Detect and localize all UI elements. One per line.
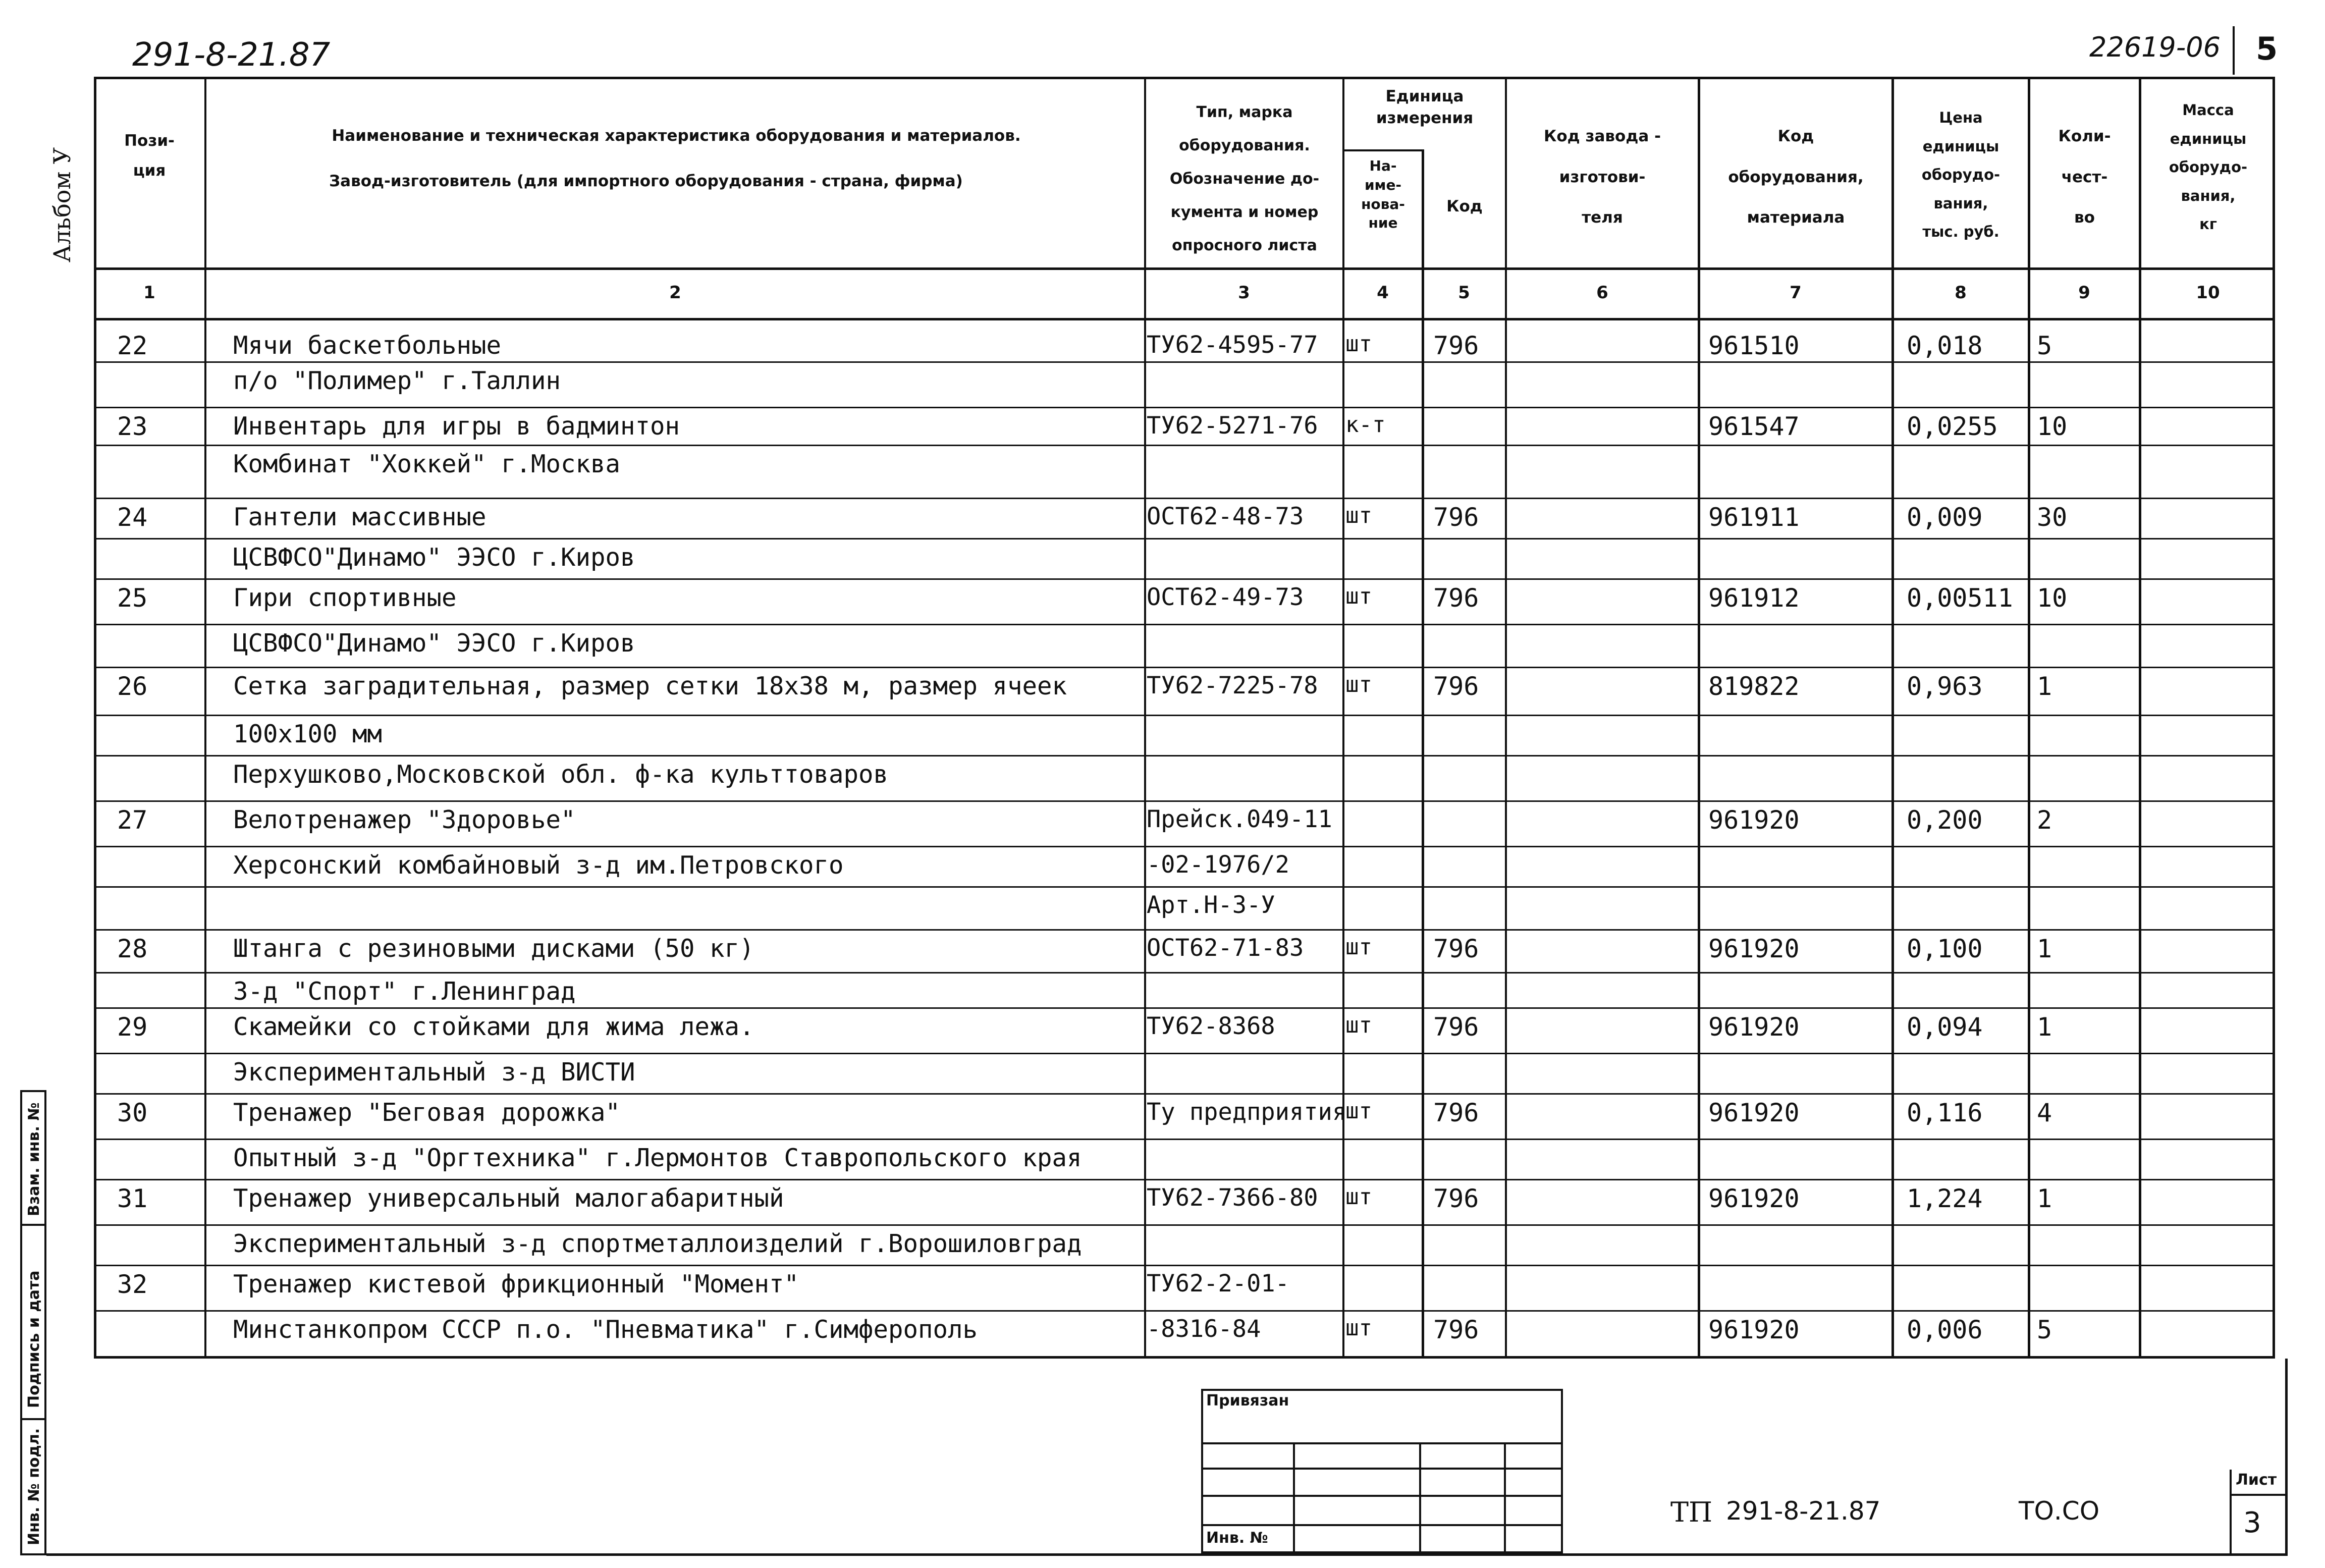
- row-divider: [94, 1053, 2275, 1054]
- cell-price: 0,0255: [1907, 412, 1998, 441]
- row-divider: [94, 538, 2275, 539]
- cell-qty: 10: [2037, 583, 2068, 613]
- cell-name: ЦСВФСО"Динамо" ЭЭСО г.Киров: [233, 543, 635, 572]
- cell-type: ОСТ62-71-83: [1147, 934, 1304, 962]
- cell-position: 32: [117, 1270, 148, 1299]
- cell-qty: 1: [2037, 672, 2052, 701]
- row-divider: [94, 578, 2275, 580]
- cell-name: Гантели массивные: [233, 503, 486, 531]
- cell-position: 24: [117, 503, 148, 532]
- cell-price: 0,200: [1907, 805, 1983, 835]
- cell-type: ТУ62-5271-76: [1147, 412, 1318, 440]
- row-divider: [94, 498, 2275, 499]
- cell-name: З-д "Спорт" г.Ленинград: [233, 977, 576, 1006]
- cell-unit-name: шт: [1345, 503, 1372, 528]
- cell-name: Тренажер "Беговая дорожка": [233, 1098, 621, 1127]
- side-label-inv-orig: Инв. № подл.: [25, 1428, 43, 1545]
- cell-price: 0,00511: [1907, 583, 2013, 613]
- cell-position: 26: [117, 672, 148, 701]
- side-label-sign-date: Подпись и дата: [25, 1270, 43, 1408]
- cell-unit-name: шт: [1345, 1184, 1372, 1210]
- header-qty: Коли- чест- во: [2058, 127, 2111, 227]
- row-divider: [94, 1310, 2275, 1312]
- cell-price: 0,009: [1907, 503, 1983, 532]
- cell-name: Минстанкопром СССР п.о. "Пневматика" г.Симферополь: [233, 1315, 978, 1344]
- row-divider: [94, 929, 2275, 931]
- cell-unit-name: шт: [1345, 331, 1372, 357]
- row-divider: [94, 755, 2275, 756]
- doc-code-left: 291-8-21.87: [132, 36, 331, 74]
- header-equip-code: Код оборудования, материала: [1728, 127, 1864, 227]
- cell-name: 100х100 мм: [233, 720, 383, 748]
- album-label: Альбом У: [48, 147, 76, 262]
- cell-equip-code: 961920: [1708, 1184, 1800, 1213]
- stamp-tp-code: 291-8-21.87: [1726, 1496, 1881, 1526]
- cell-unit-code: 796: [1433, 1098, 1479, 1127]
- side-label-vzam: Взам. инв. №: [25, 1102, 43, 1216]
- cell-unit-name: шт: [1345, 583, 1372, 609]
- cell-unit-code: 796: [1433, 583, 1479, 613]
- cell-qty: 1: [2037, 934, 2052, 963]
- cell-equip-code: 961911: [1708, 503, 1800, 532]
- cell-unit-name: шт: [1345, 1098, 1372, 1124]
- cell-type: ТУ62-8368: [1147, 1012, 1275, 1040]
- cell-name: Херсонский комбайновый з-д им.Петровского: [233, 851, 844, 880]
- cell-price: 0,018: [1907, 331, 1983, 360]
- row-divider: [94, 972, 2275, 974]
- cell-qty: 4: [2037, 1098, 2052, 1127]
- cell-equip-code: 961920: [1708, 805, 1800, 835]
- page-number: 5: [2256, 30, 2278, 67]
- cell-position: 29: [117, 1012, 148, 1042]
- cell-name: Скамейки со стойками для жима лежа.: [233, 1012, 754, 1041]
- cell-type: -02-1976/2: [1147, 851, 1289, 879]
- cell-type: ТУ62-7225-78: [1147, 672, 1318, 699]
- cell-price: 0,094: [1907, 1012, 1983, 1042]
- cell-name: Перхушково,Московской обл. ф-ка культтоваров: [233, 760, 889, 789]
- cell-name: Сетка заградительная, размер сетки 18х38 м, размер ячеек: [233, 672, 1067, 700]
- cell-type: ТУ62-2-01-: [1147, 1270, 1289, 1297]
- col-number: 2: [669, 283, 681, 303]
- cell-name: Комбинат "Хоккей" г.Москва: [233, 450, 621, 478]
- cell-name: Опытный з-д "Оргтехника" г.Лермонтов Ставропольского края: [233, 1144, 1082, 1172]
- doc-code-right: 22619-06: [2089, 31, 2221, 63]
- col-number: 5: [1458, 283, 1470, 303]
- cell-equip-code: 961510: [1708, 331, 1800, 360]
- row-divider: [94, 624, 2275, 625]
- cell-qty: 30: [2037, 503, 2068, 532]
- col-number: 9: [2078, 283, 2090, 303]
- header-unit-code: Код: [1446, 197, 1483, 215]
- cell-type: ТУ62-7366-80: [1147, 1184, 1318, 1212]
- cell-qty: 1: [2037, 1184, 2052, 1213]
- cell-position: 23: [117, 412, 148, 441]
- cell-name: Штанга с резиновыми дисками (50 кг): [233, 934, 754, 963]
- col-number: 8: [1955, 283, 1967, 303]
- cell-name: Велотренажер "Здоровье": [233, 805, 576, 834]
- cell-unit-name: шт: [1345, 934, 1372, 960]
- cell-unit-code: 796: [1433, 1315, 1479, 1344]
- row-divider: [94, 846, 2275, 847]
- cell-equip-code: 819822: [1708, 672, 1800, 701]
- cell-price: 0,100: [1907, 934, 1983, 963]
- cell-name: Экспериментальный з-д ВИСТИ: [233, 1058, 635, 1087]
- cell-type: Арт.Н-3-У: [1147, 891, 1275, 919]
- stamp-tp: ТП: [1670, 1496, 1713, 1528]
- cell-qty: 5: [2037, 1315, 2052, 1344]
- cell-position: 27: [117, 805, 148, 835]
- cell-price: 0,116: [1907, 1098, 1983, 1127]
- cell-name: Тренажер универсальный малогабаритный: [233, 1184, 784, 1213]
- cell-price: 0,006: [1907, 1315, 1983, 1344]
- cell-name: Инвентарь для игры в бадминтон: [233, 412, 680, 441]
- cell-qty: 5: [2037, 331, 2052, 360]
- cell-unit-code: 796: [1433, 331, 1479, 360]
- cell-type: ОСТ62-49-73: [1147, 583, 1304, 611]
- cell-unit-name: шт: [1345, 1315, 1372, 1341]
- stamp-to-code: ТО.СО: [2019, 1496, 2100, 1526]
- row-divider: [94, 1265, 2275, 1266]
- col-number: 1: [143, 283, 155, 303]
- cell-unit-code: 796: [1433, 934, 1479, 963]
- row-divider: [94, 715, 2275, 716]
- cell-name: Тренажер кистевой фрикционный "Момент": [233, 1270, 799, 1299]
- stamp-list-number: 3: [2243, 1506, 2261, 1539]
- cell-position: 31: [117, 1184, 148, 1213]
- stamp-inv-no: Инв. №: [1206, 1529, 1268, 1547]
- cell-equip-code: 961920: [1708, 1315, 1800, 1344]
- cell-equip-code: 961547: [1708, 412, 1800, 441]
- header-unit: Единица измерения: [1376, 87, 1474, 128]
- row-divider: [94, 1179, 2275, 1180]
- row-divider: [94, 886, 2275, 888]
- cell-name: Мячи баскетбольные: [233, 331, 502, 360]
- col-number: 7: [1790, 283, 1802, 303]
- cell-position: 22: [117, 331, 148, 360]
- cell-price: 1,224: [1907, 1184, 1983, 1213]
- col-number: 3: [1238, 283, 1250, 303]
- cell-type: ОСТ62-48-73: [1147, 503, 1304, 530]
- header-unit-name: На- име- нова- ние: [1361, 157, 1405, 232]
- stamp-privyazan: Привязан: [1206, 1392, 1289, 1410]
- header-type: Тип, марка оборудования. Обозначение до- кумента и номер опросного листа: [1169, 103, 1320, 254]
- cell-price: 0,963: [1907, 672, 1983, 701]
- row-divider: [94, 445, 2275, 446]
- row-divider: [94, 361, 2275, 363]
- cell-equip-code: 961920: [1708, 1012, 1800, 1042]
- row-divider: [94, 407, 2275, 408]
- cell-name: п/о "Полимер" г.Таллин: [233, 366, 561, 395]
- cell-name: Экспериментальный з-д спортметаллоизделий г.Ворошиловград: [233, 1229, 1082, 1258]
- col-number: 10: [2196, 283, 2220, 303]
- cell-name: ЦСВФСО"Динамо" ЭЭСО г.Киров: [233, 629, 635, 658]
- cell-type: Прейск.049-11: [1147, 805, 1332, 833]
- cell-unit-name: шт: [1345, 672, 1372, 697]
- cell-qty: 10: [2037, 412, 2068, 441]
- cell-unit-code: 796: [1433, 503, 1479, 532]
- cell-name: Гири спортивные: [233, 583, 457, 612]
- cell-qty: 2: [2037, 805, 2052, 835]
- cell-position: 25: [117, 583, 148, 613]
- cell-unit-code: 796: [1433, 1184, 1479, 1213]
- cell-unit-name: шт: [1345, 1012, 1372, 1038]
- cell-unit-code: 796: [1433, 1012, 1479, 1042]
- cell-equip-code: 961920: [1708, 934, 1800, 963]
- stamp-list-label: Лист: [2236, 1471, 2277, 1489]
- row-divider: [94, 1139, 2275, 1140]
- col-number: 4: [1377, 283, 1389, 303]
- row-divider: [94, 1093, 2275, 1095]
- cell-type: Ту предприятия: [1147, 1098, 1347, 1126]
- header-mass: Масса единицы оборудо- вания, кг: [2169, 101, 2248, 233]
- row-divider: [94, 1224, 2275, 1226]
- cell-position: 28: [117, 934, 148, 963]
- cell-type: ТУ62-4595-77: [1147, 331, 1318, 359]
- cell-type: -8316-84: [1147, 1315, 1261, 1343]
- cell-equip-code: 961912: [1708, 583, 1800, 613]
- header-factory-code: Код завода - изготови- теля: [1544, 127, 1661, 227]
- cell-position: 30: [117, 1098, 148, 1127]
- header-name-line2: Завод-изготовитель (для импортного оборудования - страна, фирма): [329, 172, 963, 190]
- row-divider: [94, 1007, 2275, 1009]
- cell-unit-name: к-т: [1345, 412, 1386, 438]
- row-divider: [94, 800, 2275, 802]
- cell-equip-code: 961920: [1708, 1098, 1800, 1127]
- header-position: Пози- ция: [124, 132, 175, 180]
- header-name-line1: Наименование и техническая характеристика оборудования и материалов.: [332, 127, 1021, 145]
- cell-unit-code: 796: [1433, 672, 1479, 701]
- col-number: 6: [1596, 283, 1608, 303]
- header-price: Цена единицы оборудо- вания, тыс. руб.: [1921, 109, 2000, 241]
- row-divider: [94, 667, 2275, 668]
- cell-qty: 1: [2037, 1012, 2052, 1042]
